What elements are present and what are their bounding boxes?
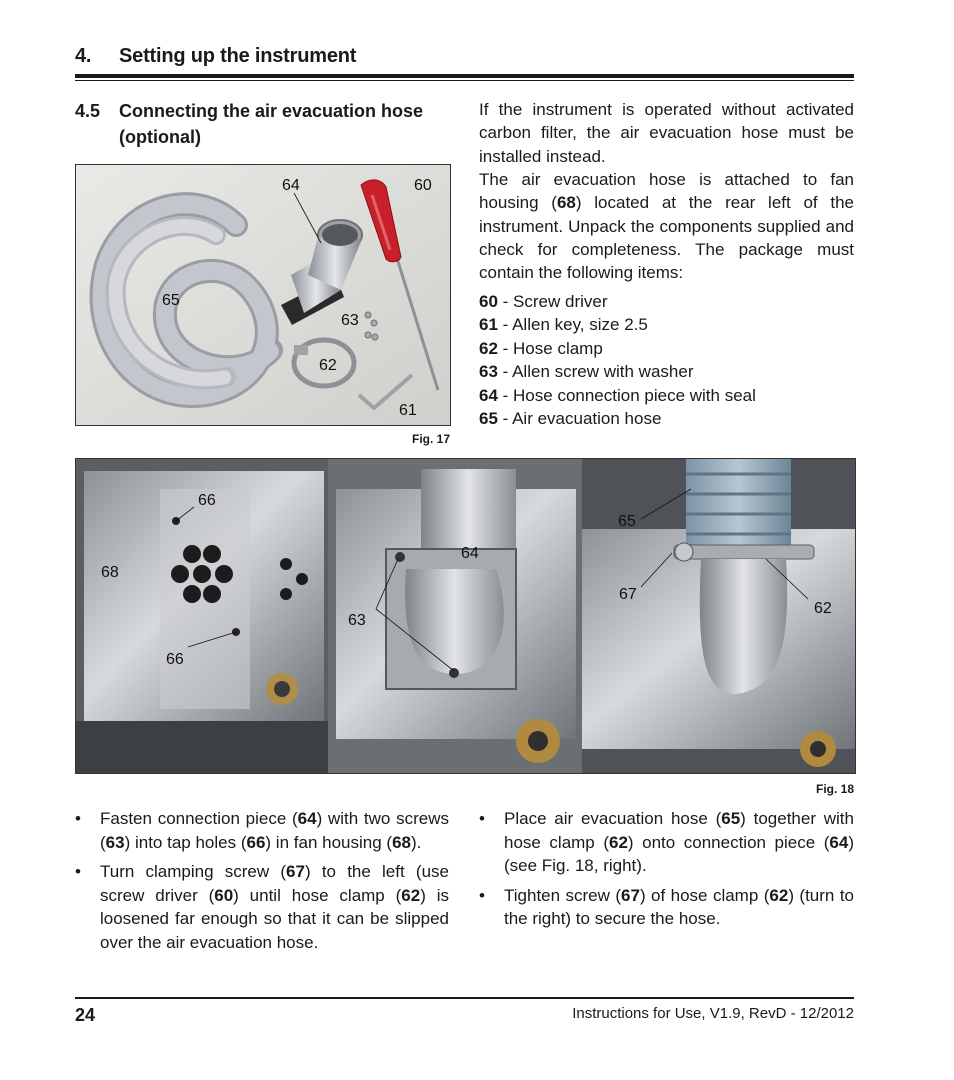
part-label: - Screw driver: [497, 292, 608, 311]
step-text: ) to the left (use screw driver (: [100, 862, 449, 905]
step-ref: 64: [297, 809, 317, 828]
part-label: - Hose clamp: [497, 338, 603, 358]
intro-text-2a: The air evacuation hose is attached to fan housing (: [479, 170, 854, 213]
section-title: Connecting the air evacuation hose (optional): [119, 101, 424, 147]
part-item: [479, 290, 854, 313]
step-ref: 62: [401, 885, 421, 905]
callout-60: 60: [414, 177, 432, 194]
step-ref: 62: [769, 885, 789, 905]
part-number: 60: [479, 292, 498, 311]
step-item: [75, 807, 449, 854]
step-text: ).: [410, 832, 422, 852]
ref-68: 68: [556, 193, 576, 213]
part-number: 65: [479, 409, 498, 429]
callout-62: 62: [319, 357, 337, 374]
step-text: ) together with hose clamp (: [504, 809, 854, 852]
step-item: [479, 884, 854, 931]
installation-illustration: [76, 459, 855, 773]
step-text: ) with two screws (: [100, 809, 449, 852]
part-item: [479, 407, 854, 430]
header-rule-thin: [75, 80, 854, 81]
intro-paragraph-2: [479, 168, 854, 284]
part-label: - Hose connection piece with seal: [497, 385, 756, 405]
step-text: ) in fan housing (: [265, 832, 393, 852]
figure-18-caption: Fig. 18: [816, 782, 855, 796]
part-number: 63: [479, 362, 498, 382]
step-text: ) (see Fig. 18, right).: [504, 832, 854, 875]
part-item: [479, 360, 854, 383]
part-item: [479, 384, 854, 407]
step-text: Place air evacuation hose (: [504, 809, 722, 828]
bullet: •: [479, 885, 485, 905]
step-ref: 62: [608, 832, 628, 852]
footer-rule: [75, 997, 854, 999]
components-illustration: [76, 165, 450, 425]
intro-paragraph-1: [479, 98, 854, 168]
part-number: 64: [479, 385, 498, 405]
steps-left: [75, 807, 449, 960]
step-text: Turn clamping screw (: [100, 862, 287, 881]
part-label: - Allen key, size 2.5: [497, 315, 648, 335]
step-text: ) onto connection piece (: [627, 832, 830, 852]
callout-61: 61: [399, 402, 417, 419]
document-reference: Instructions for Use, V1.9, RevD - 12/2012: [572, 1005, 854, 1022]
part-label: - Allen screw with washer: [497, 362, 694, 382]
part-number: 61: [479, 315, 498, 335]
callout-66-bottom: 66: [166, 651, 184, 668]
step-text: ) into tap holes (: [124, 832, 247, 852]
callout-63: 63: [341, 312, 359, 329]
step-text: ) is loosened far enough so that it can be slipped over the air evacuation hose.: [100, 885, 449, 952]
step-ref: 67: [621, 885, 640, 905]
callout-67: 67: [619, 586, 637, 603]
step-ref: 68: [392, 832, 411, 852]
intro-text-2b: ) located at the rear left of the instrument. Unpack the components supplied and check for completeness. The package must contain the following items:: [479, 193, 855, 283]
bullet: •: [75, 809, 81, 828]
steps-right: [479, 807, 854, 937]
step-text: Fasten connection piece (: [100, 809, 298, 828]
callout-64: 64: [461, 545, 479, 562]
callout-68: 68: [101, 564, 119, 581]
figure-17-caption: Fig. 17: [412, 432, 451, 446]
chapter-number: 4.: [75, 45, 92, 67]
step-ref: 63: [105, 832, 125, 852]
part-item: [479, 337, 854, 360]
step-item: [479, 807, 854, 878]
step-text: Tighten screw (: [504, 885, 622, 905]
step-text: ) (turn to the right) to secure the hose.: [504, 885, 854, 928]
step-ref: 65: [721, 809, 741, 828]
part-label: - Air evacuation hose: [497, 409, 662, 429]
bullet: •: [75, 862, 81, 881]
step-item: [75, 860, 449, 954]
header-rule: [75, 74, 854, 78]
bullet: •: [479, 809, 485, 828]
callout-62: 62: [814, 600, 832, 617]
figure-18-photo: [75, 458, 856, 774]
figure-17-photo: [75, 164, 451, 426]
callout-66-top: 66: [198, 492, 216, 509]
callout-65: 65: [618, 513, 636, 530]
step-ref: 64: [829, 832, 849, 852]
step-ref: 66: [246, 832, 266, 852]
section-heading: [75, 98, 455, 150]
step-text: ) until hose clamp (: [233, 885, 402, 905]
step-text: ) of hose clamp (: [639, 885, 770, 905]
part-number: 62: [479, 338, 498, 358]
callout-65: 65: [162, 292, 180, 309]
section-number: 4.5: [75, 101, 101, 121]
intro-text-1: If the instrument is operated without activated carbon filter, the air evacuation hose must be installed instead.: [479, 100, 854, 166]
page-number: 24: [75, 1005, 96, 1025]
step-ref: 60: [214, 885, 234, 905]
part-item: [479, 313, 854, 336]
parts-list: [479, 290, 854, 430]
chapter-title: Setting up the instrument: [119, 45, 357, 67]
chapter-heading: [75, 45, 356, 68]
callout-64: 64: [282, 177, 300, 194]
callout-63: 63: [348, 612, 366, 629]
connection-piece-panel: [328, 459, 582, 773]
step-ref: 67: [286, 862, 305, 881]
